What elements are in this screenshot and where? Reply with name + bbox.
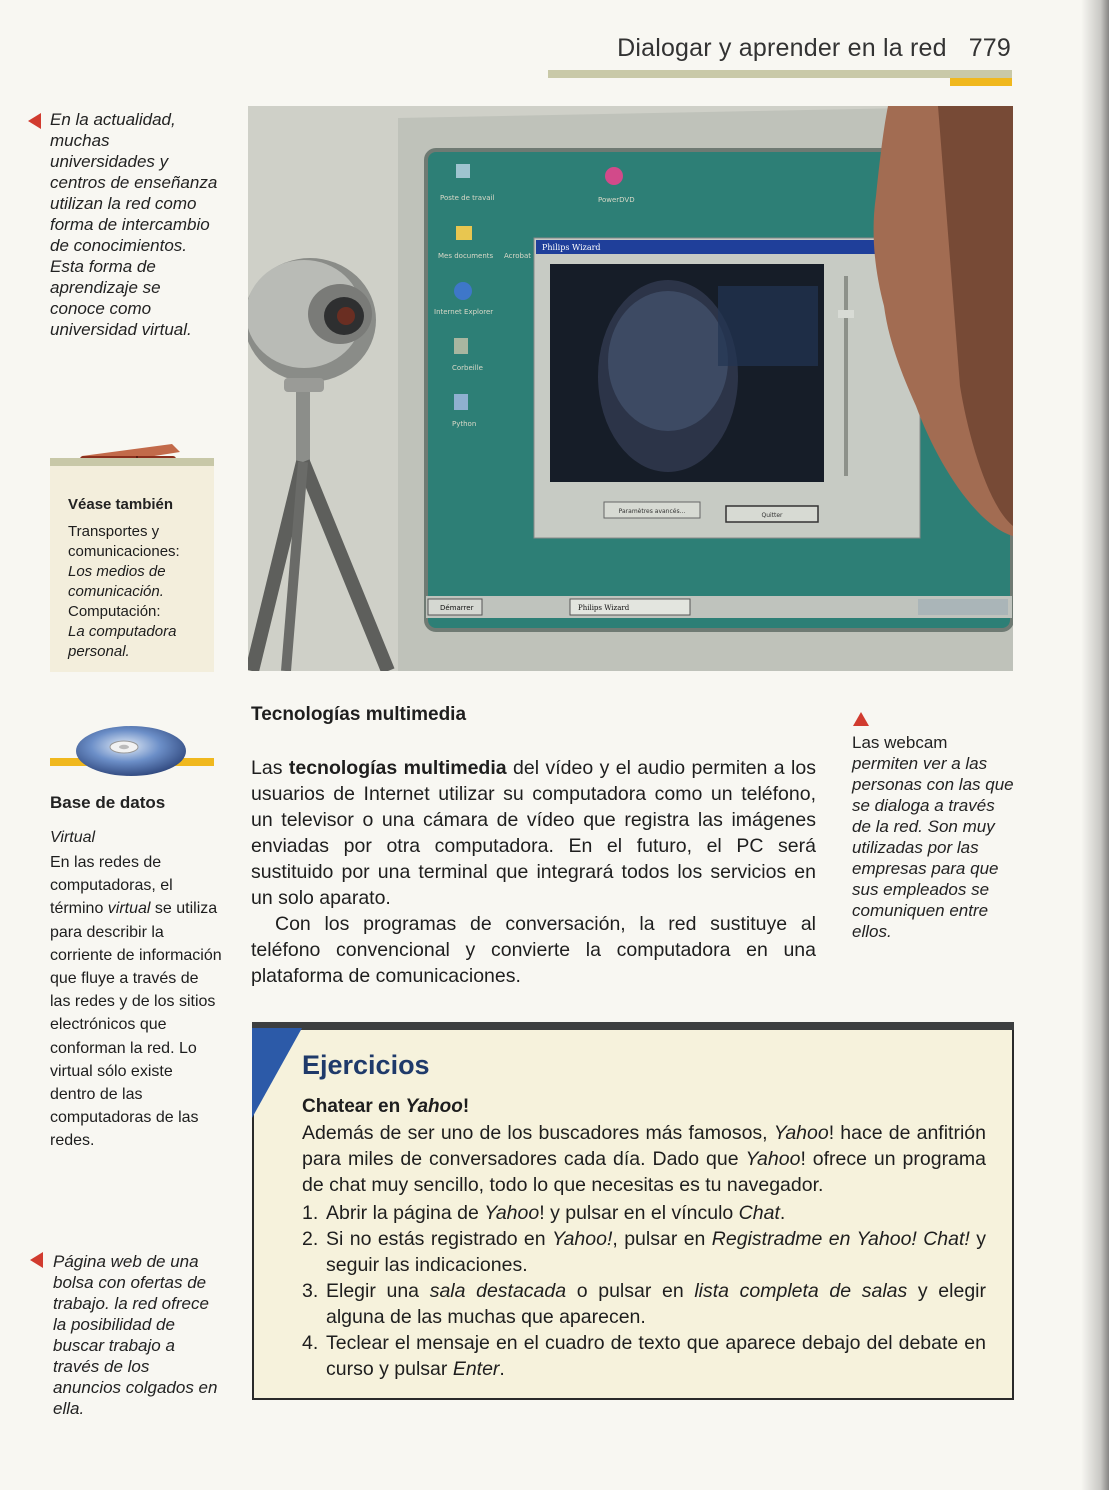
intro-text: ! ofrece un programa de chat muy sencillo, todo lo que necesitas es tu navegador. [302,1148,986,1196]
step-text: . [779,1202,786,1224]
step-text: y elegir alguna de las muchas que aparecen. [326,1280,986,1328]
paragraph-text: del vídeo y el audio permiten a los usuarios de Internet utilizar su computadora como un teléfono, un televisor o una cámara de vídeo que registra las imágenes enviadas por otra computadora. En el futuro, el PC será sustituido por una terminal que integrará todos los servicios en un solo aparato. [251,757,816,909]
start-button-label: Démarrer [440,604,474,612]
step-emphasis: Chat [738,1202,780,1224]
desktop-icon-label: Internet Explorer [434,308,494,316]
intro-brand: Yahoo [745,1148,801,1170]
intro-text: ! hace de anfitrión para miles de conversadores cada día. Dado que [302,1122,986,1170]
database-body [50,851,222,1153]
subtitle-text: ! [462,1096,470,1117]
see-also-title: Véase también [68,496,174,513]
note-pointer-icon [853,712,869,726]
see-also-topic: Transportes y comunicaciones: [68,523,180,560]
step-number: 4. [302,1332,319,1354]
see-also-link[interactable]: La computadora personal. [68,623,177,660]
subtitle-text: Chatear en [302,1096,406,1117]
step-text: . [499,1358,505,1380]
exercise-step [302,1200,986,1226]
page-edge-shadow [1081,0,1109,1490]
exercise-step [302,1330,986,1382]
header-rule-accent [950,78,1012,86]
running-head [617,34,1011,63]
see-also-body [68,522,208,662]
exercises-corner-accent [252,1028,302,1118]
side-note-lead: Las webcam [852,733,948,752]
database-title: Base de datos [50,793,166,812]
section-body [251,755,816,989]
desktop-icon-label: Acrobat [504,252,531,260]
exercise-step [302,1226,986,1278]
step-number: 2. [302,1228,319,1250]
database-text: se utiliza para describir la corriente de información que fluye a través de las redes y de los sitios electrónicos que conforman la red. Lo virtual sólo existe dentro de las computadoras de las redes. [50,900,222,1150]
exercises-title: Ejercicios [302,1050,430,1080]
desktop-icon-label: PowerDVD [598,196,635,204]
step-emphasis: Yahoo! [552,1228,613,1250]
side-note-text: permiten ver a las personas con las que se dialoga a través de la red. Son muy utilizadas por las empresas para que sus empleados se comuniquen entre ellos. [852,754,1014,941]
key-term: tecnologías multimedia [288,757,507,779]
step-text: , pulsar en [612,1228,712,1250]
desktop-icon-label: Mes documents [438,252,494,260]
paragraph [251,755,816,911]
quit-button-label: Quitter [761,512,783,519]
section-title: Tecnologías multimedia [251,704,467,725]
step-text: Si no estás registrado en [326,1228,553,1250]
step-emphasis: lista completa de salas [694,1280,908,1302]
header-rule [548,70,1012,78]
note-pointer-icon [30,1252,43,1268]
side-note-webcam [852,732,1016,942]
desktop-icon-label: Poste de travail [440,194,495,202]
exercise-step [302,1278,986,1330]
see-also-topic: Computación: [68,603,161,620]
step-emphasis: Enter [452,1358,500,1380]
desktop-icon-label: Corbeille [452,364,483,372]
paragraph: Con los programas de conversación, la red sustituye al teléfono convencional y convierte la computadora en una plataforma de comunicaciones. [251,913,816,987]
desktop-icon-label: Python [452,420,477,428]
database-text: En las redes de computadoras, el término [50,854,173,918]
step-number: 1. [302,1202,319,1224]
exercise-steps [302,1200,986,1382]
step-number: 3. [302,1280,319,1302]
step-text: y seguir las indicaciones. [326,1228,986,1276]
step-text: Abrir la página de [326,1202,485,1224]
webcam-photo-illustration [248,106,1013,671]
cd-icon [74,725,188,781]
params-button-label: Paramètres avancés... [618,508,686,515]
exercises-intro [302,1120,986,1198]
wizard-title: Philips Wizard [542,243,601,252]
step-emphasis: Registradme en Yahoo! Chat! [711,1228,970,1250]
exercises-top-bar [252,1022,1014,1030]
step-emphasis: Yahoo [484,1202,540,1224]
database-subtitle: Virtual [50,829,96,846]
step-emphasis: sala destacada [429,1280,567,1302]
see-also-rule [50,458,214,466]
step-text: Elegir una [326,1280,430,1302]
page-number: 779 [968,34,1011,62]
intro-brand: Yahoo [773,1122,829,1144]
subtitle-brand: Yahoo [405,1096,463,1117]
see-also-link[interactable]: Los medios de comunicación. [68,563,166,600]
running-head-title: Dialogar y aprender en la red [617,34,947,62]
step-text: Teclear el mensaje en el cuadro de texto que aparece debajo del debate en curso y pulsar [326,1332,986,1380]
step-text: o pulsar en [566,1280,695,1302]
taskbar-task-label: Philips Wizard [578,604,630,612]
exercises-subtitle [302,1096,469,1118]
side-note-university: En la actualidad, muchas universidades y centros de enseñanza utilizan la red como forma de intercambio de conocimientos. Esta forma de aprendizaje se conoce como universidad virtual. [50,110,218,339]
webcam-photo [248,106,1013,671]
intro-text: Además de ser uno de los buscadores más famosos, [302,1122,774,1144]
step-text: ! y pulsar en el vínculo [539,1202,739,1224]
note-pointer-icon [28,113,41,129]
paragraph-text: Las [251,757,289,779]
database-term: virtual [107,900,151,918]
side-note-jobs: Página web de una bolsa con ofertas de trabajo. la red ofrece la posibilidad de buscar trabajo a través de los anuncios colgados en ella. [53,1252,218,1418]
